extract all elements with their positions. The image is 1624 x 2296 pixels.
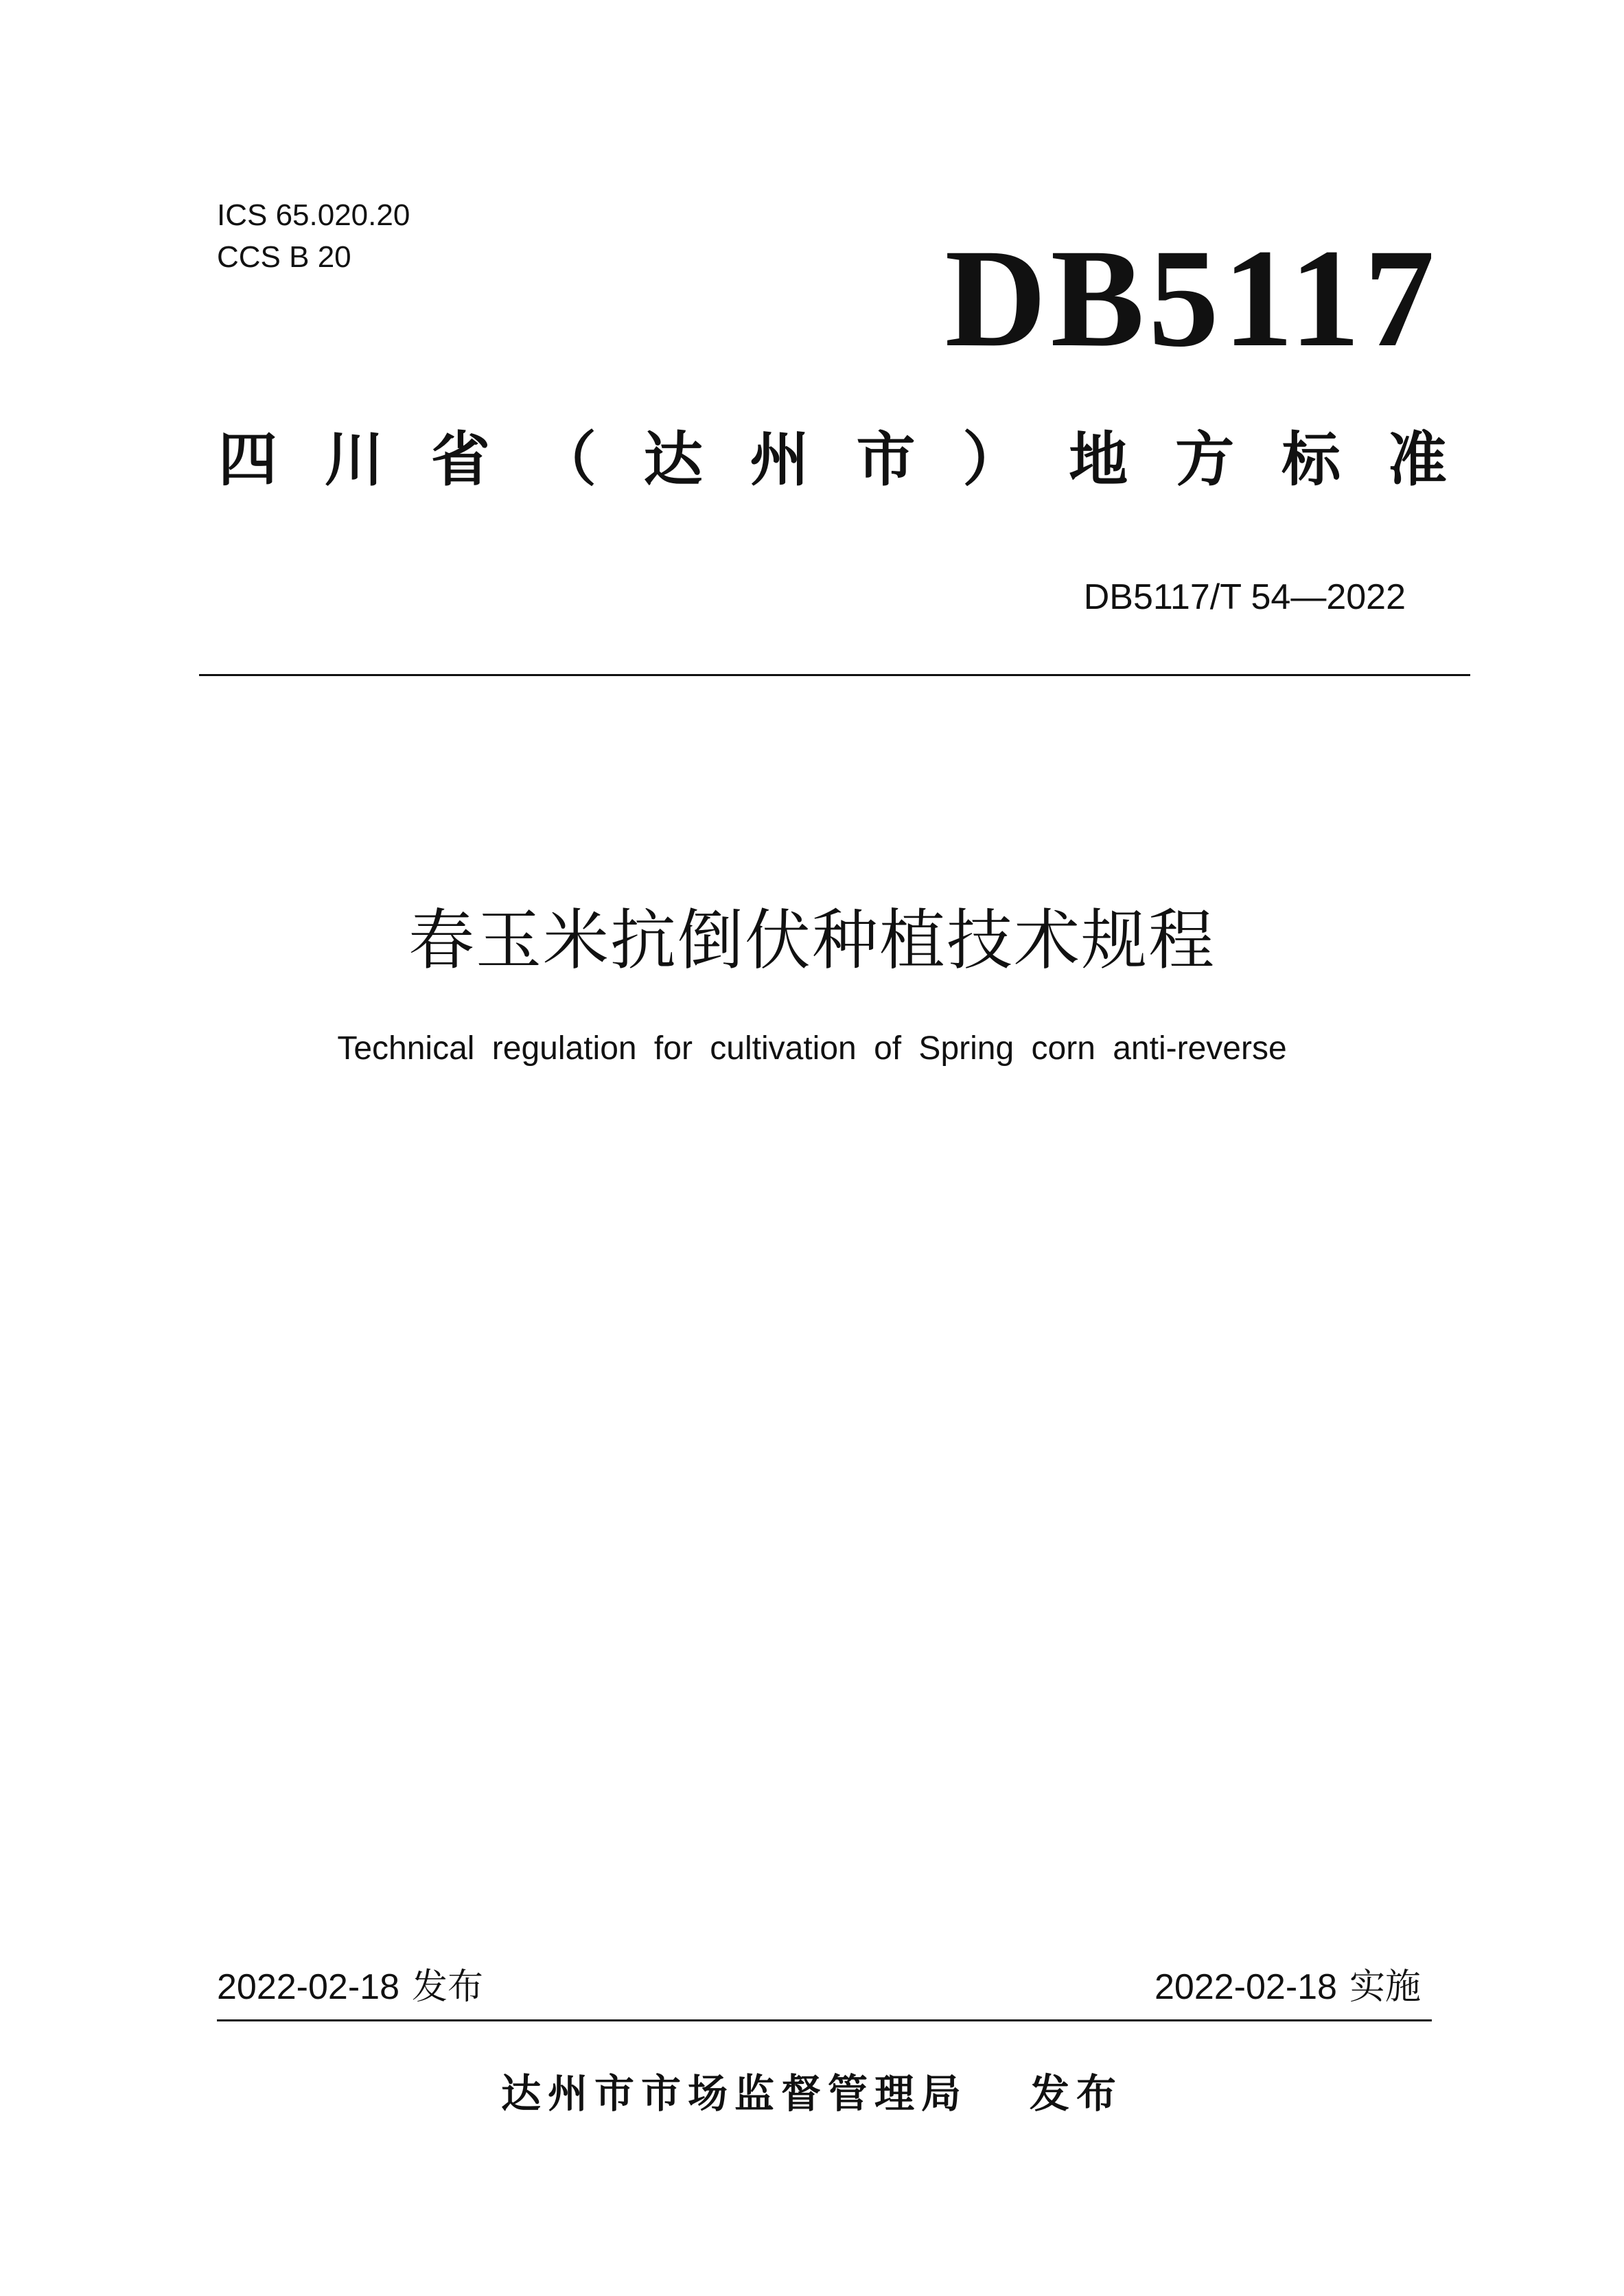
publisher-label: 发布 — [1030, 2070, 1124, 2117]
bottom-divider — [217, 2019, 1432, 2021]
standard-type-heading — [218, 422, 1447, 498]
standard-type-char: 准 — [1387, 426, 1447, 494]
publisher-line — [0, 2067, 1624, 2120]
document-title-chinese: 春玉米抗倒伏种植技术规程 — [408, 902, 1216, 979]
standard-type-char: 市 — [856, 426, 916, 494]
standard-type-char: （ — [537, 426, 596, 494]
ccs-code: CCS B 20 — [217, 240, 351, 274]
document-title-english: Technical regulation for cultivation of Spring corn anti-reverse — [337, 1030, 1287, 1067]
implementation-label: 实施 — [1349, 1967, 1421, 2008]
standard-type-char: 标 — [1281, 426, 1341, 494]
implementation-date-line — [1155, 1964, 1421, 2010]
standard-type-char: 川 — [324, 426, 384, 494]
issue-label: 发布 — [412, 1967, 484, 2008]
standard-type-char: 达 — [643, 426, 703, 494]
standard-type-char: 方 — [1175, 426, 1235, 494]
top-divider — [199, 674, 1470, 676]
standard-type-char: ） — [962, 426, 1022, 494]
issue-date: 2022-02-18 — [217, 1967, 399, 2007]
standard-number: DB5117/T 54—2022 — [1083, 577, 1406, 617]
implementation-date: 2022-02-18 — [1154, 1967, 1337, 2007]
standard-type-char: 四 — [218, 426, 277, 494]
standard-brand-code: DB5117 — [944, 220, 1439, 376]
ics-code: ICS 65.020.20 — [217, 198, 410, 232]
standard-type-char: 州 — [750, 426, 809, 494]
issue-date-line — [217, 1964, 483, 2010]
standard-type-char: 地 — [1069, 426, 1128, 494]
standard-type-char: 省 — [430, 426, 490, 494]
publisher-name: 达州市市场监督管理局 — [500, 2070, 968, 2117]
